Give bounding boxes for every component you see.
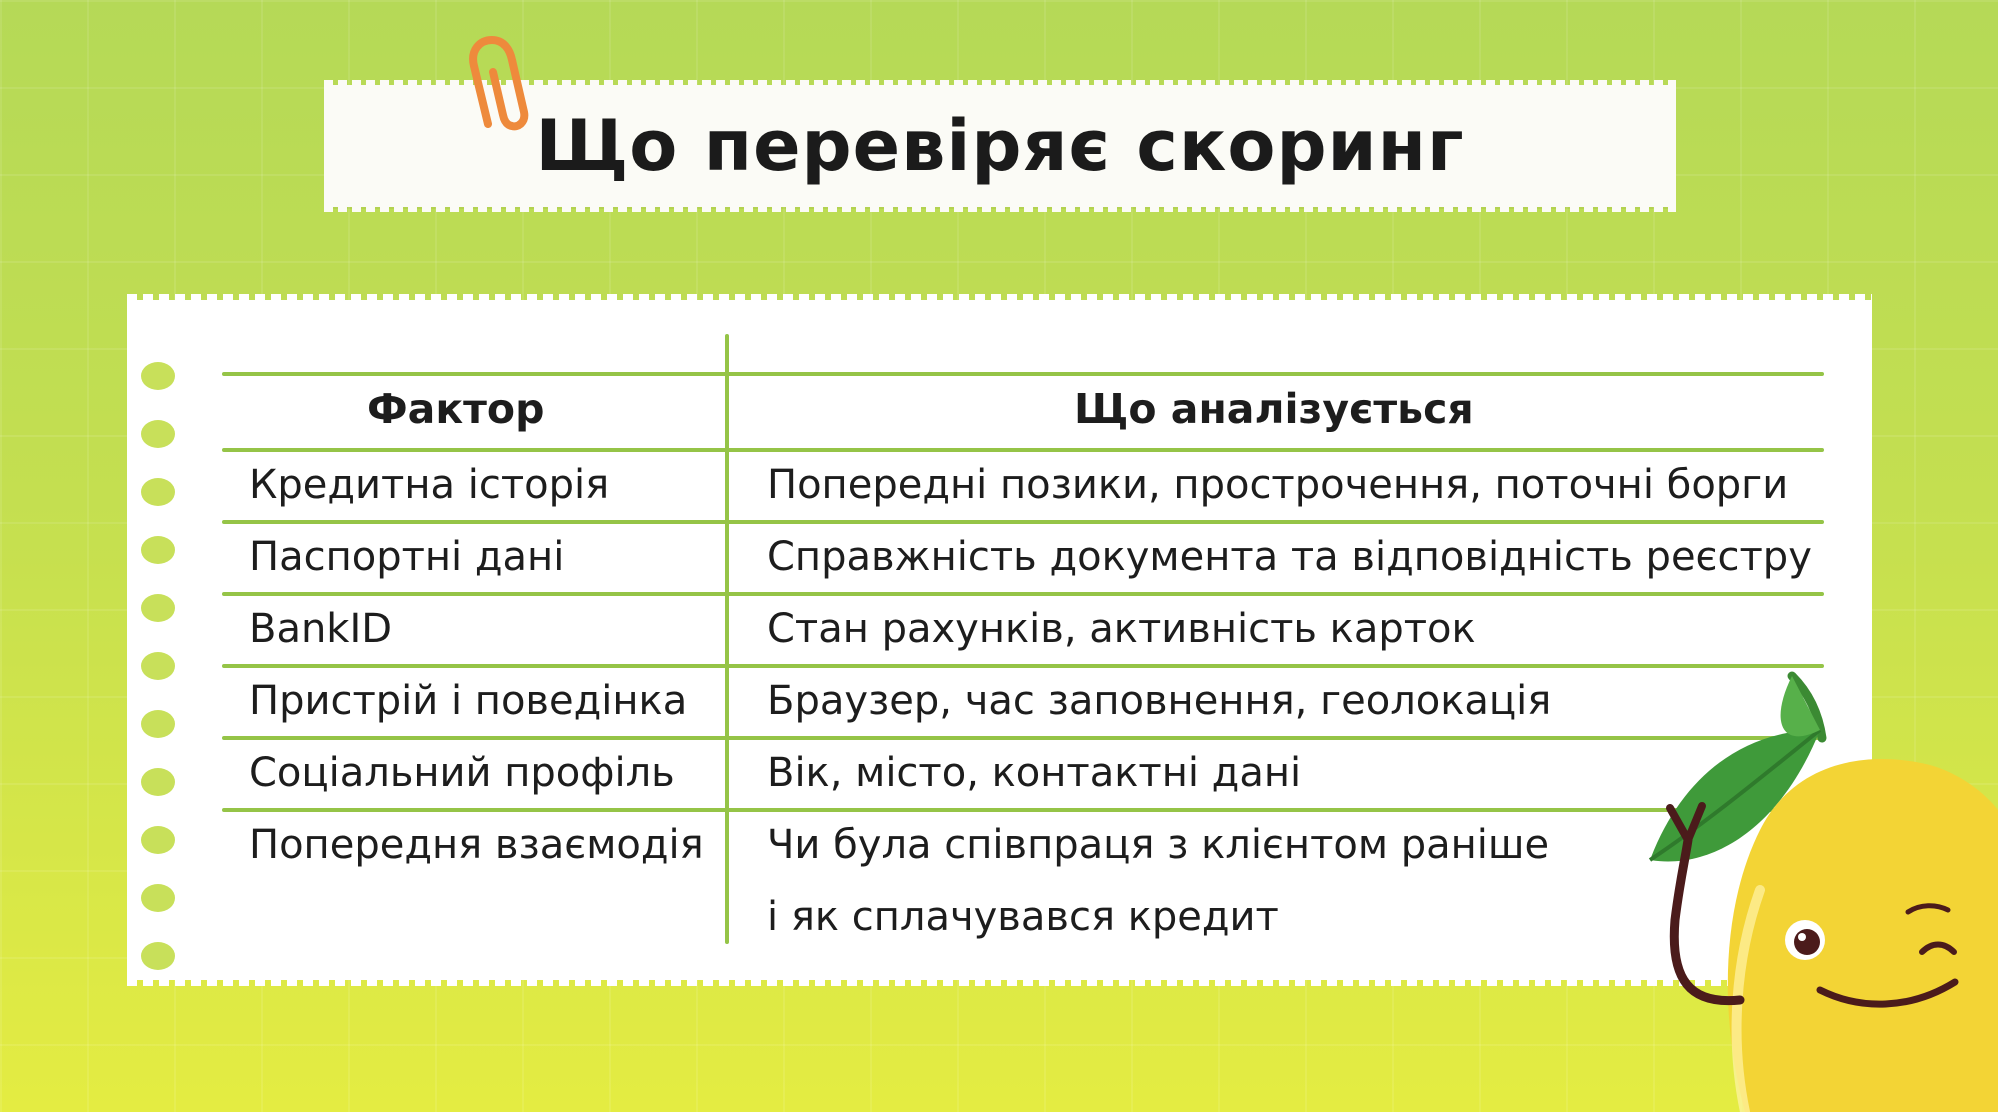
column-divider [725,334,729,944]
header-factor: Фактор [367,385,545,433]
factor-cell: Соціальний профіль [249,750,675,796]
factor-cell: Пристрій і поведінка [249,678,688,724]
notebook-hole [141,652,175,680]
row-divider [222,448,1824,452]
analysis-cell: Стан рахунків, активність карток [767,606,1476,652]
row-divider [222,372,1824,376]
notebook-hole [141,768,175,796]
factor-cell: BankID [249,606,393,652]
analysis-cell: Справжність документа та відповідність реєстру [767,534,1812,580]
row-divider [222,520,1824,524]
analysis-cell-line2: і як сплачувався кредит [767,894,1279,940]
notebook-hole [141,536,175,564]
row-divider [222,592,1824,596]
analysis-cell: Чи була співпраця з клієнтом раніше [767,822,1550,868]
slide-title: Що перевіряє скоринг [535,105,1465,187]
factor-cell: Попередня взаємодія [249,822,704,868]
header-analysis: Що аналізується [1074,385,1474,433]
notebook-hole [141,362,175,390]
analysis-cell: Вік, місто, контактні дані [767,750,1302,796]
notebook-hole [141,710,175,738]
factor-cell: Паспортні дані [249,534,565,580]
paperclip-icon [466,36,546,136]
notebook-hole [141,420,175,448]
notebook-hole [141,478,175,506]
notebook-hole [141,884,175,912]
notebook-hole [141,594,175,622]
analysis-cell: Браузер, час заповнення, геолокація [767,678,1552,724]
notebook-hole [141,942,175,970]
analysis-cell: Попередні позики, прострочення, поточні борги [767,462,1789,508]
lemon-mascot-icon [1570,660,1998,1112]
factor-cell: Кредитна історія [249,462,610,508]
notebook-hole [141,826,175,854]
